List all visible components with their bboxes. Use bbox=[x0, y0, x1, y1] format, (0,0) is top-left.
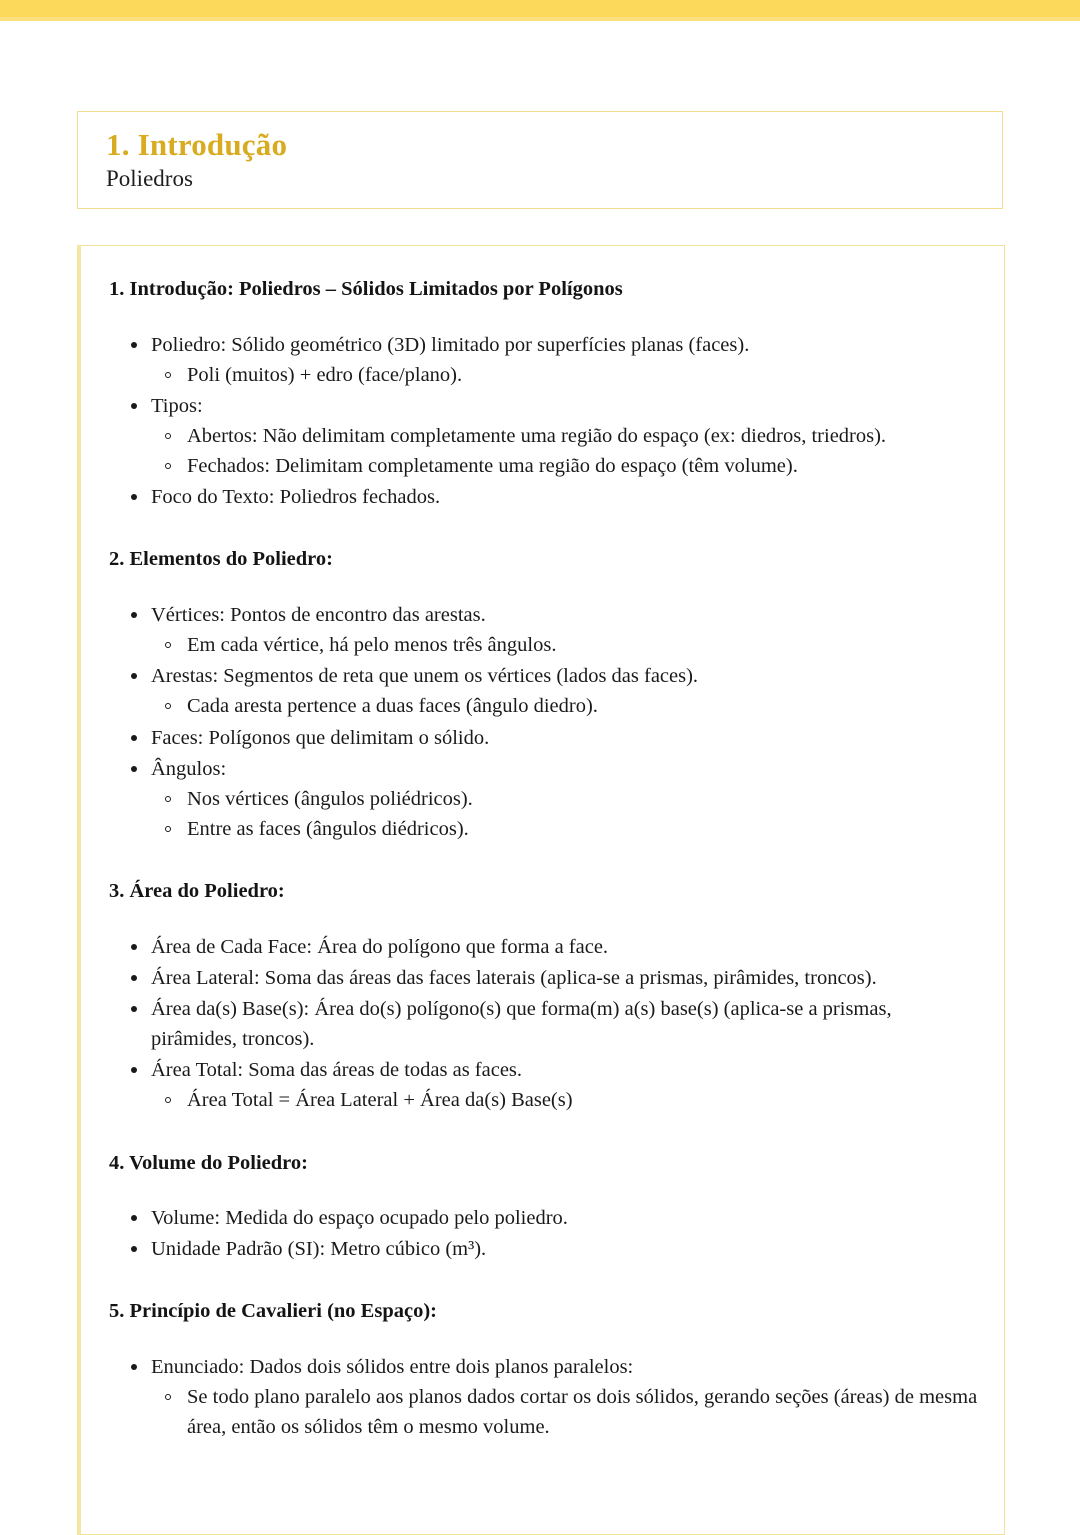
sub-list-item: Entre as faces (ângulos diédricos). bbox=[151, 814, 978, 844]
list-item-text: Foco do Texto: Poliedros fechados. bbox=[151, 486, 441, 509]
list-item bbox=[109, 1234, 978, 1264]
list-item bbox=[109, 1352, 978, 1442]
sub-bullet-list bbox=[151, 360, 978, 390]
sub-list-item: Fechados: Delimitam completamente uma região do espaço (têm volume). bbox=[151, 451, 978, 481]
top-accent-band-soft-edge bbox=[0, 17, 1080, 21]
list-item-text: Área Lateral: Soma das áreas das faces laterais (aplica-se a prismas, pirâmides, troncos). bbox=[151, 966, 877, 989]
page-title: 1. Introdução bbox=[106, 127, 288, 162]
section-bullet-list bbox=[109, 1352, 978, 1442]
section-heading: 2. Elementos do Poliedro: bbox=[109, 548, 333, 571]
section-bullet-list bbox=[109, 932, 978, 1116]
list-item bbox=[109, 600, 978, 660]
sub-bullet-list bbox=[151, 1085, 978, 1115]
sub-list-item: Área Total = Área Lateral + Área da(s) Base(s) bbox=[151, 1085, 978, 1115]
sub-list-item: Nos vértices (ângulos poliédricos). bbox=[151, 784, 978, 814]
section-bullet-list bbox=[109, 1203, 978, 1264]
sub-bullet-list bbox=[151, 421, 978, 481]
list-item-text: Vértices: Pontos de encontro das arestas. bbox=[151, 604, 486, 627]
section-heading: 5. Princípio de Cavalieri (no Espaço): bbox=[109, 1300, 437, 1323]
list-item bbox=[109, 391, 978, 481]
sub-bullet-list bbox=[151, 630, 978, 660]
list-item-text: Área de Cada Face: Área do polígono que forma a face. bbox=[151, 935, 609, 958]
sub-list-item: Se todo plano paralelo aos planos dados cortar os dois sólidos, gerando seções (áreas) de mesma área, então os sólidos têm o mesmo volume. bbox=[151, 1382, 978, 1442]
list-item-text: Enunciado: Dados dois sólidos entre dois planos paralelos: bbox=[151, 1356, 634, 1379]
list-item bbox=[109, 754, 978, 844]
sub-bullet-list bbox=[151, 1382, 978, 1442]
section-heading: 4. Volume do Poliedro: bbox=[109, 1151, 308, 1174]
document-header-card bbox=[77, 111, 1003, 209]
list-item-text: Arestas: Segmentos de reta que unem os vértices (lados das faces). bbox=[151, 665, 699, 688]
list-item bbox=[109, 932, 978, 962]
sub-list-item: Em cada vértice, há pelo menos três ângulos. bbox=[151, 630, 978, 660]
sections-container bbox=[109, 276, 978, 1442]
list-item bbox=[109, 723, 978, 753]
list-item bbox=[109, 330, 978, 390]
section-heading: 1. Introdução: Poliedros – Sólidos Limitados por Polígonos bbox=[109, 278, 623, 300]
list-item bbox=[109, 994, 978, 1054]
list-item-text: Tipos: bbox=[151, 394, 203, 417]
list-item-text: Área da(s) Base(s): Área do(s) polígono(s) que forma(m) a(s) base(s) (aplica-se a prismas, pirâmides, troncos). bbox=[151, 998, 892, 1051]
section-heading: 3. Área do Poliedro: bbox=[109, 880, 285, 903]
list-item-text: Poliedro: Sólido geométrico (3D) limitado por superfícies planas (faces). bbox=[151, 333, 750, 356]
page-subtitle: Poliedros bbox=[106, 166, 193, 192]
top-accent-band bbox=[0, 0, 1080, 17]
list-item-text: Volume: Medida do espaço ocupado pelo poliedro. bbox=[151, 1207, 568, 1230]
list-item bbox=[109, 963, 978, 993]
section-bullet-list bbox=[109, 600, 978, 844]
section-bullet-list bbox=[109, 330, 978, 513]
list-item-text: Ângulos: bbox=[151, 757, 227, 780]
list-item bbox=[109, 482, 978, 512]
list-item bbox=[109, 661, 978, 721]
list-item-text: Unidade Padrão (SI): Metro cúbico (m³). bbox=[151, 1238, 487, 1261]
list-item-text: Faces: Polígonos que delimitam o sólido. bbox=[151, 726, 490, 749]
sub-list-item: Poli (muitos) + edro (face/plano). bbox=[151, 360, 978, 390]
sub-list-item: Cada aresta pertence a duas faces (ângulo diedro). bbox=[151, 691, 978, 721]
sub-bullet-list bbox=[151, 784, 978, 844]
document-content-card bbox=[77, 245, 1005, 1535]
list-item bbox=[109, 1203, 978, 1233]
list-item-text: Área Total: Soma das áreas de todas as faces. bbox=[151, 1059, 523, 1082]
sub-bullet-list bbox=[151, 691, 978, 721]
sub-list-item: Abertos: Não delimitam completamente uma região do espaço (ex: diedros, triedros). bbox=[151, 421, 978, 451]
list-item bbox=[109, 1055, 978, 1115]
